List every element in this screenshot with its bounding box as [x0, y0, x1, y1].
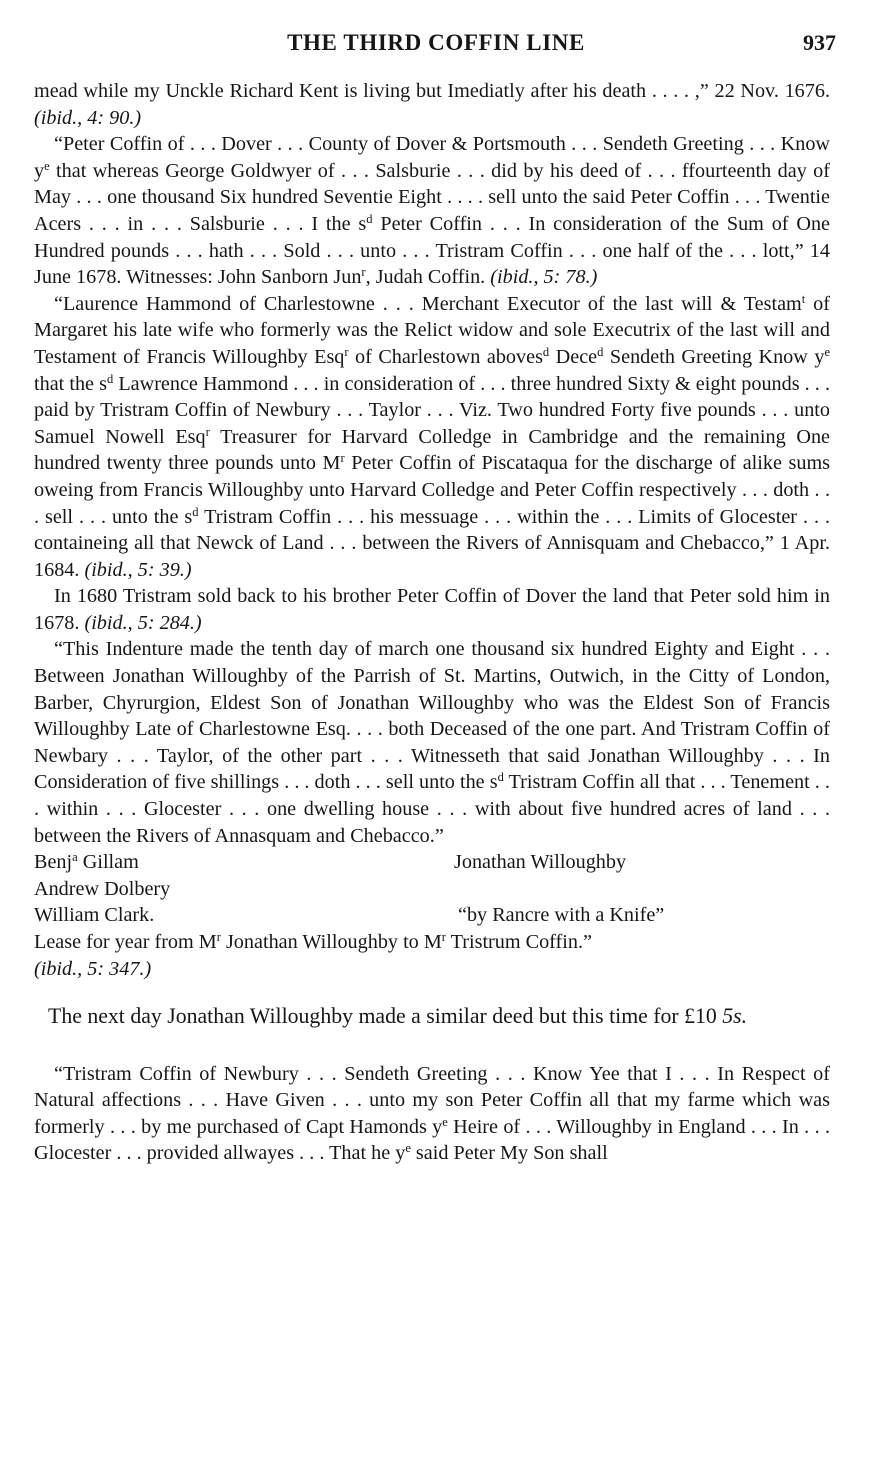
- superscript: r: [441, 930, 446, 945]
- text-run: that the s: [34, 372, 107, 395]
- paragraph-gift-deed: [34, 1061, 830, 1167]
- signer-name: Jonathan Willoughby: [454, 851, 627, 874]
- superscript: d: [192, 504, 199, 519]
- superscript: e: [442, 1115, 448, 1129]
- narrative-block: [34, 1002, 830, 1031]
- superscript: d: [542, 345, 550, 360]
- citation: (ibid., 5: 284.): [84, 611, 202, 634]
- text-run: Benj: [34, 851, 73, 874]
- superscript: d: [497, 770, 504, 785]
- superscript: r: [361, 265, 366, 280]
- superscript: d: [597, 345, 604, 360]
- text-run: “Peter Coffin of . . . Dover . . . County of Dover & Portsmouth . . . Sendeth Greeting . . . Know y: [34, 133, 830, 182]
- text-run: Dece: [549, 345, 598, 368]
- text-run: Jonathan Willoughby to M: [220, 931, 442, 953]
- text-run: Tristram Coffin . . . his messuage . . . within the . . . Limits of Glocester . . . containeing all that Newck of Land . . . between the Rivers of Annisquam and Chebacco,” 1 Apr. 1684.: [34, 505, 830, 581]
- text-run: , Judah Coffin.: [365, 266, 486, 289]
- paragraph-text: In 1680 Tristram sold back to his brother Peter Coffin of Dover the land that Peter sold him in 1678.: [34, 585, 830, 634]
- paragraph-peter-coffin-deed: [34, 131, 830, 291]
- text-run: that whereas George Goldwyer of . . . Salsburie . . . did by his deed of . . . ffourteenth day of May . . . one thousand Six hundred Seventie Eight . . . . sell unto the said Peter Coffin . . . Twentie Acers . . . in . . . Salsburie . . . I the s: [34, 159, 830, 235]
- text-run: Sendeth Greeting Know y: [603, 345, 825, 368]
- superscript: r: [216, 930, 221, 945]
- text-run: of Margaret his late wife who formerly was the Relict widow and sole Executrix of the last will and Testament of Francis Willoughby Esq: [34, 292, 830, 368]
- superscript: a: [72, 850, 78, 865]
- text-run: Lease for year from M: [34, 931, 217, 953]
- text-run: Tristrum Coffin.”: [445, 931, 592, 953]
- paragraph-narrative: [34, 1002, 830, 1031]
- spacer: [34, 1031, 830, 1061]
- paragraph-deed-continuation: [34, 78, 830, 131]
- superscript: e: [44, 158, 50, 173]
- text-run: Lawrence Hammond . . . in consideration of . . . three hundred Sixty & eight pounds . . . paid by Tristram Coffin of Newbury . . . Taylor . . . Viz. Two hundred Forty five pounds . . . unto Samuel Nowell Esq: [34, 372, 830, 448]
- text-run: Tristram Coffin all that . . . Tenement . . . within . . . Glocester . . . one dwelling house . . . with about five hundred acres of land . . . between the Rivers of Annasquam and Chebacco.”: [34, 771, 830, 847]
- witness-name: William Clark.: [34, 904, 155, 927]
- paragraph-indenture: [34, 636, 830, 849]
- page-number: 937: [803, 30, 836, 55]
- paragraph-lease: [34, 929, 830, 982]
- superscript: r: [344, 345, 349, 360]
- citation: (ibid., 5: 347.): [34, 957, 152, 980]
- superscript: r: [340, 451, 345, 466]
- text-run: said Peter My Son shall: [410, 1142, 608, 1165]
- witness-name: Andrew Dolbery: [34, 877, 171, 900]
- text-run: Heire of . . . Willoughby in England . . . In . . . Glocester . . . provided allwayes . . . That he y: [34, 1115, 830, 1165]
- text-run: “This Indenture made the tenth day of march one thousand six hundred Eighty and Eight . . . Between Jonathan Willoughby of the Parrish of St. Martins, Outwich, in the Citty of London, Barber, Chyrurgion, Eldest Son of Jonathan Willoughby who was the Eldest Son of Francis Willoughby Late of Charlestowne Esq. . . . both Deceased of the one part. And Tristram Coffin of Newbary . . . Taylor, of the other part . . . Witnesseth that said Jonathan Willoughby . . . In Consideration of five shillings . . . doth . . . sell unto the s: [34, 638, 830, 794]
- signer-note: “by Rancre with a Knife”: [458, 904, 665, 927]
- text-run: “Tristram Coffin of Newbury . . . Sendeth Greeting . . . Know Yee that I . . . In Respect of Natural affections . . . Have Given . . . unto my son Peter Coffin all that my farme which was formerly . . . by me purchased of Capt Hamonds y: [34, 1062, 830, 1138]
- text-run: Peter Coffin of Piscataqua for the discharge of alike sums oweing from Francis Willoughby unto Harvard Colledge and Peter Coffin respectively . . . doth . . . sell . . . unto the s: [34, 452, 830, 528]
- superscript: t: [801, 291, 806, 306]
- paragraph-text: The next day Jonathan Willoughby made a similar deed but this time for £10: [48, 1004, 717, 1029]
- paragraph-sold-back: [34, 583, 830, 636]
- text-run: Gillam: [77, 851, 139, 874]
- amount-shillings: 5s.: [722, 1004, 748, 1029]
- superscript: r: [205, 424, 210, 439]
- witness-list: [34, 849, 454, 929]
- text-run: “Laurence Hammond of Charlestowne . . . Merchant Executor of the last will & Testam: [54, 292, 802, 315]
- witness-name: [34, 849, 454, 876]
- text-run: Peter Coffin . . . In consideration of the Sum of One Hundred pounds . . . hath . . . Sold . . . unto . . . Tristram Coffin . . . one half of the . . . lott,” 14 June 1678. Witnesses: John Sanborn Jun: [34, 212, 831, 289]
- signature-block: [34, 849, 830, 929]
- citation: (ibid., 5: 39.): [84, 558, 192, 581]
- page-title: THE THIRD COFFIN LINE: [287, 30, 585, 55]
- running-header: [36, 30, 836, 60]
- superscript: e: [405, 1141, 411, 1156]
- citation: (ibid., 4: 90.): [34, 106, 142, 129]
- paragraph-hammond-deed: [34, 291, 830, 584]
- document-body: [34, 78, 830, 1167]
- superscript: d: [106, 371, 114, 386]
- superscript: e: [824, 345, 830, 360]
- citation: (ibid., 5: 78.): [490, 266, 598, 289]
- text-run: of Charlestown aboves: [348, 345, 543, 368]
- superscript: d: [366, 212, 373, 227]
- paragraph-text: mead while my Unckle Richard Kent is living but Imediatly after his death . . . . ,” 22 Nov. 1676.: [34, 80, 830, 102]
- signer-column: [454, 849, 830, 929]
- text-run: Treasurer for Harvard Colledge in Cambridge and the remaining One hundred twenty three pounds unto M: [34, 425, 830, 475]
